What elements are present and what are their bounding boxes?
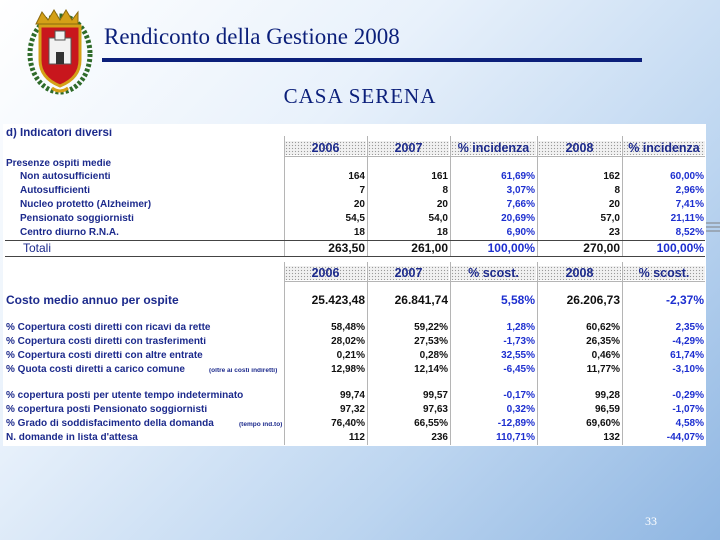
- cell-value: 20: [436, 200, 448, 210]
- cell-value: 236: [431, 433, 448, 443]
- cell-value: 112: [348, 433, 365, 443]
- cell-value: 7,41%: [675, 200, 704, 210]
- row-label: Costo medio annuo per ospite: [6, 294, 179, 306]
- cell-value: 26.841,74: [394, 294, 448, 306]
- cell-value: 1,28%: [506, 323, 535, 333]
- page-number: 33: [645, 514, 657, 528]
- cell-value: 8: [614, 186, 620, 196]
- row-label: % Grado di soddisfacimento della domanda: [6, 419, 214, 429]
- cell-value: 21,11%: [670, 214, 704, 224]
- col-header: % scost.: [623, 266, 705, 280]
- cell-value: 61,74%: [670, 351, 704, 361]
- cell-value: 261,00: [411, 242, 448, 254]
- col-header: 2007: [368, 266, 449, 280]
- cell-value: 12,14%: [414, 365, 448, 375]
- row-label: % copertura posti Pensionato soggiornisti: [6, 405, 208, 415]
- row-note: (tempo ind.to): [239, 422, 283, 428]
- cell-value: 3,07%: [506, 186, 535, 196]
- cell-value: 20,69%: [501, 214, 535, 224]
- cell-value: 2,96%: [675, 186, 704, 196]
- cell-value: 8,52%: [675, 228, 704, 238]
- row-note: (oltre ai costi indiretti): [209, 368, 278, 374]
- page-title: Rendiconto della Gestione 2008: [104, 24, 400, 49]
- page-subtitle: CASA SERENA: [283, 84, 437, 108]
- indicators-spreadsheet: [3, 124, 706, 446]
- cell-value: 96,59: [594, 405, 620, 415]
- row-label: Centro diurno R.N.A.: [20, 228, 119, 238]
- cell-value: 8: [442, 186, 448, 196]
- cell-value: 23: [608, 228, 620, 238]
- cell-value: 97,32: [339, 405, 365, 415]
- cell-value: 58,48%: [331, 323, 365, 333]
- cell-value: 60,00%: [670, 172, 704, 182]
- cell-value: 0,46%: [591, 351, 620, 361]
- cell-value: 99,74: [339, 391, 365, 401]
- cell-value: 100,00%: [656, 242, 704, 254]
- section-title: d) Indicatori diversi: [6, 128, 113, 139]
- col-header: % scost.: [451, 266, 536, 280]
- cell-value: 18: [436, 228, 448, 238]
- cell-value: 25.423,48: [311, 294, 365, 306]
- coat-of-arms-icon: [22, 4, 98, 96]
- col-header: 2006: [285, 141, 366, 155]
- cell-value: 7,66%: [506, 200, 535, 210]
- col-header: % incidenza: [623, 141, 705, 155]
- cell-value: 20: [353, 200, 365, 210]
- row-label: Non autosufficienti: [20, 172, 111, 182]
- row-label: Totali: [23, 242, 52, 254]
- col-header: 2008: [538, 266, 621, 280]
- cell-value: 270,00: [583, 242, 620, 254]
- cell-value: 18: [353, 228, 365, 238]
- cell-value: -3,10%: [672, 365, 704, 375]
- cell-value: 5,58%: [500, 294, 535, 306]
- cell-value: 54,0: [428, 214, 448, 224]
- cell-value: 26,35%: [586, 337, 620, 347]
- cell-value: 76,40%: [331, 419, 365, 429]
- row-label: Autosufficienti: [20, 186, 90, 196]
- cell-value: 28,02%: [331, 337, 365, 347]
- cell-value: 26.206,73: [566, 294, 620, 306]
- row-label: Pensionato soggiornisti: [20, 214, 134, 224]
- cell-value: 11,77%: [586, 365, 620, 375]
- cell-value: 66,55%: [414, 419, 448, 429]
- cell-value: 27,53%: [414, 337, 448, 347]
- cell-value: 161: [431, 172, 448, 182]
- cell-value: 54,5: [345, 214, 365, 224]
- cell-value: 0,28%: [419, 351, 448, 361]
- cell-value: 2,35%: [675, 323, 704, 333]
- cell-value: 20: [608, 200, 620, 210]
- cell-value: 110,71%: [496, 433, 535, 443]
- cell-value: -1,07%: [672, 405, 704, 415]
- cell-value: 263,50: [328, 242, 365, 254]
- row-label: N. domande in lista d'attesa: [6, 433, 138, 443]
- cell-value: -44,07%: [666, 433, 704, 443]
- row-label: % Quota costi diretti a carico comune: [6, 365, 185, 375]
- cell-value: 6,90%: [506, 228, 535, 238]
- cell-value: 100,00%: [487, 242, 535, 254]
- row-label: % copertura posti per utente tempo indeterminato: [6, 391, 244, 401]
- col-header: 2006: [285, 266, 366, 280]
- cell-value: 4,58%: [675, 419, 704, 429]
- col-header: 2008: [538, 141, 621, 155]
- cell-value: 99,57: [422, 391, 448, 401]
- cell-value: 60,62%: [586, 323, 620, 333]
- cell-value: 32,55%: [501, 351, 535, 361]
- row-label: Nucleo protetto (Alzheimer): [20, 200, 152, 210]
- cell-value: 69,60%: [586, 419, 620, 429]
- row-label: % Copertura costi diretti con altre entrate: [6, 351, 203, 361]
- col-header: 2007: [368, 141, 449, 155]
- cell-value: 12,98%: [331, 365, 365, 375]
- row-label: % Copertura costi diretti con trasferimenti: [6, 337, 207, 347]
- cell-value: -4,29%: [672, 337, 704, 347]
- group-label: Presenze ospiti medie: [6, 159, 112, 169]
- cell-value: 61,69%: [501, 172, 535, 182]
- cell-value: 59,22%: [414, 323, 448, 333]
- cell-value: 164: [348, 172, 365, 182]
- cell-value: 57,0: [600, 214, 620, 224]
- col-header: % incidenza: [451, 141, 536, 155]
- cell-value: -6,45%: [503, 365, 535, 375]
- cell-value: -0,29%: [672, 391, 704, 401]
- cell-value: 99,28: [594, 391, 620, 401]
- cell-value: -1,73%: [503, 337, 535, 347]
- decorative-lines-icon: [704, 222, 720, 236]
- cell-value: 162: [603, 172, 620, 182]
- cell-value: -0,17%: [503, 391, 535, 401]
- row-label: % Copertura costi diretti con ricavi da rette: [6, 323, 211, 333]
- title-underline: [102, 58, 642, 62]
- cell-value: 7: [359, 186, 365, 196]
- cell-value: 132: [603, 433, 620, 443]
- cell-value: 0,32%: [506, 405, 535, 415]
- cell-value: 0,21%: [336, 351, 365, 361]
- cell-value: 97,63: [422, 405, 448, 415]
- cell-value: -12,89%: [497, 419, 535, 429]
- cell-value: -2,37%: [665, 294, 704, 306]
